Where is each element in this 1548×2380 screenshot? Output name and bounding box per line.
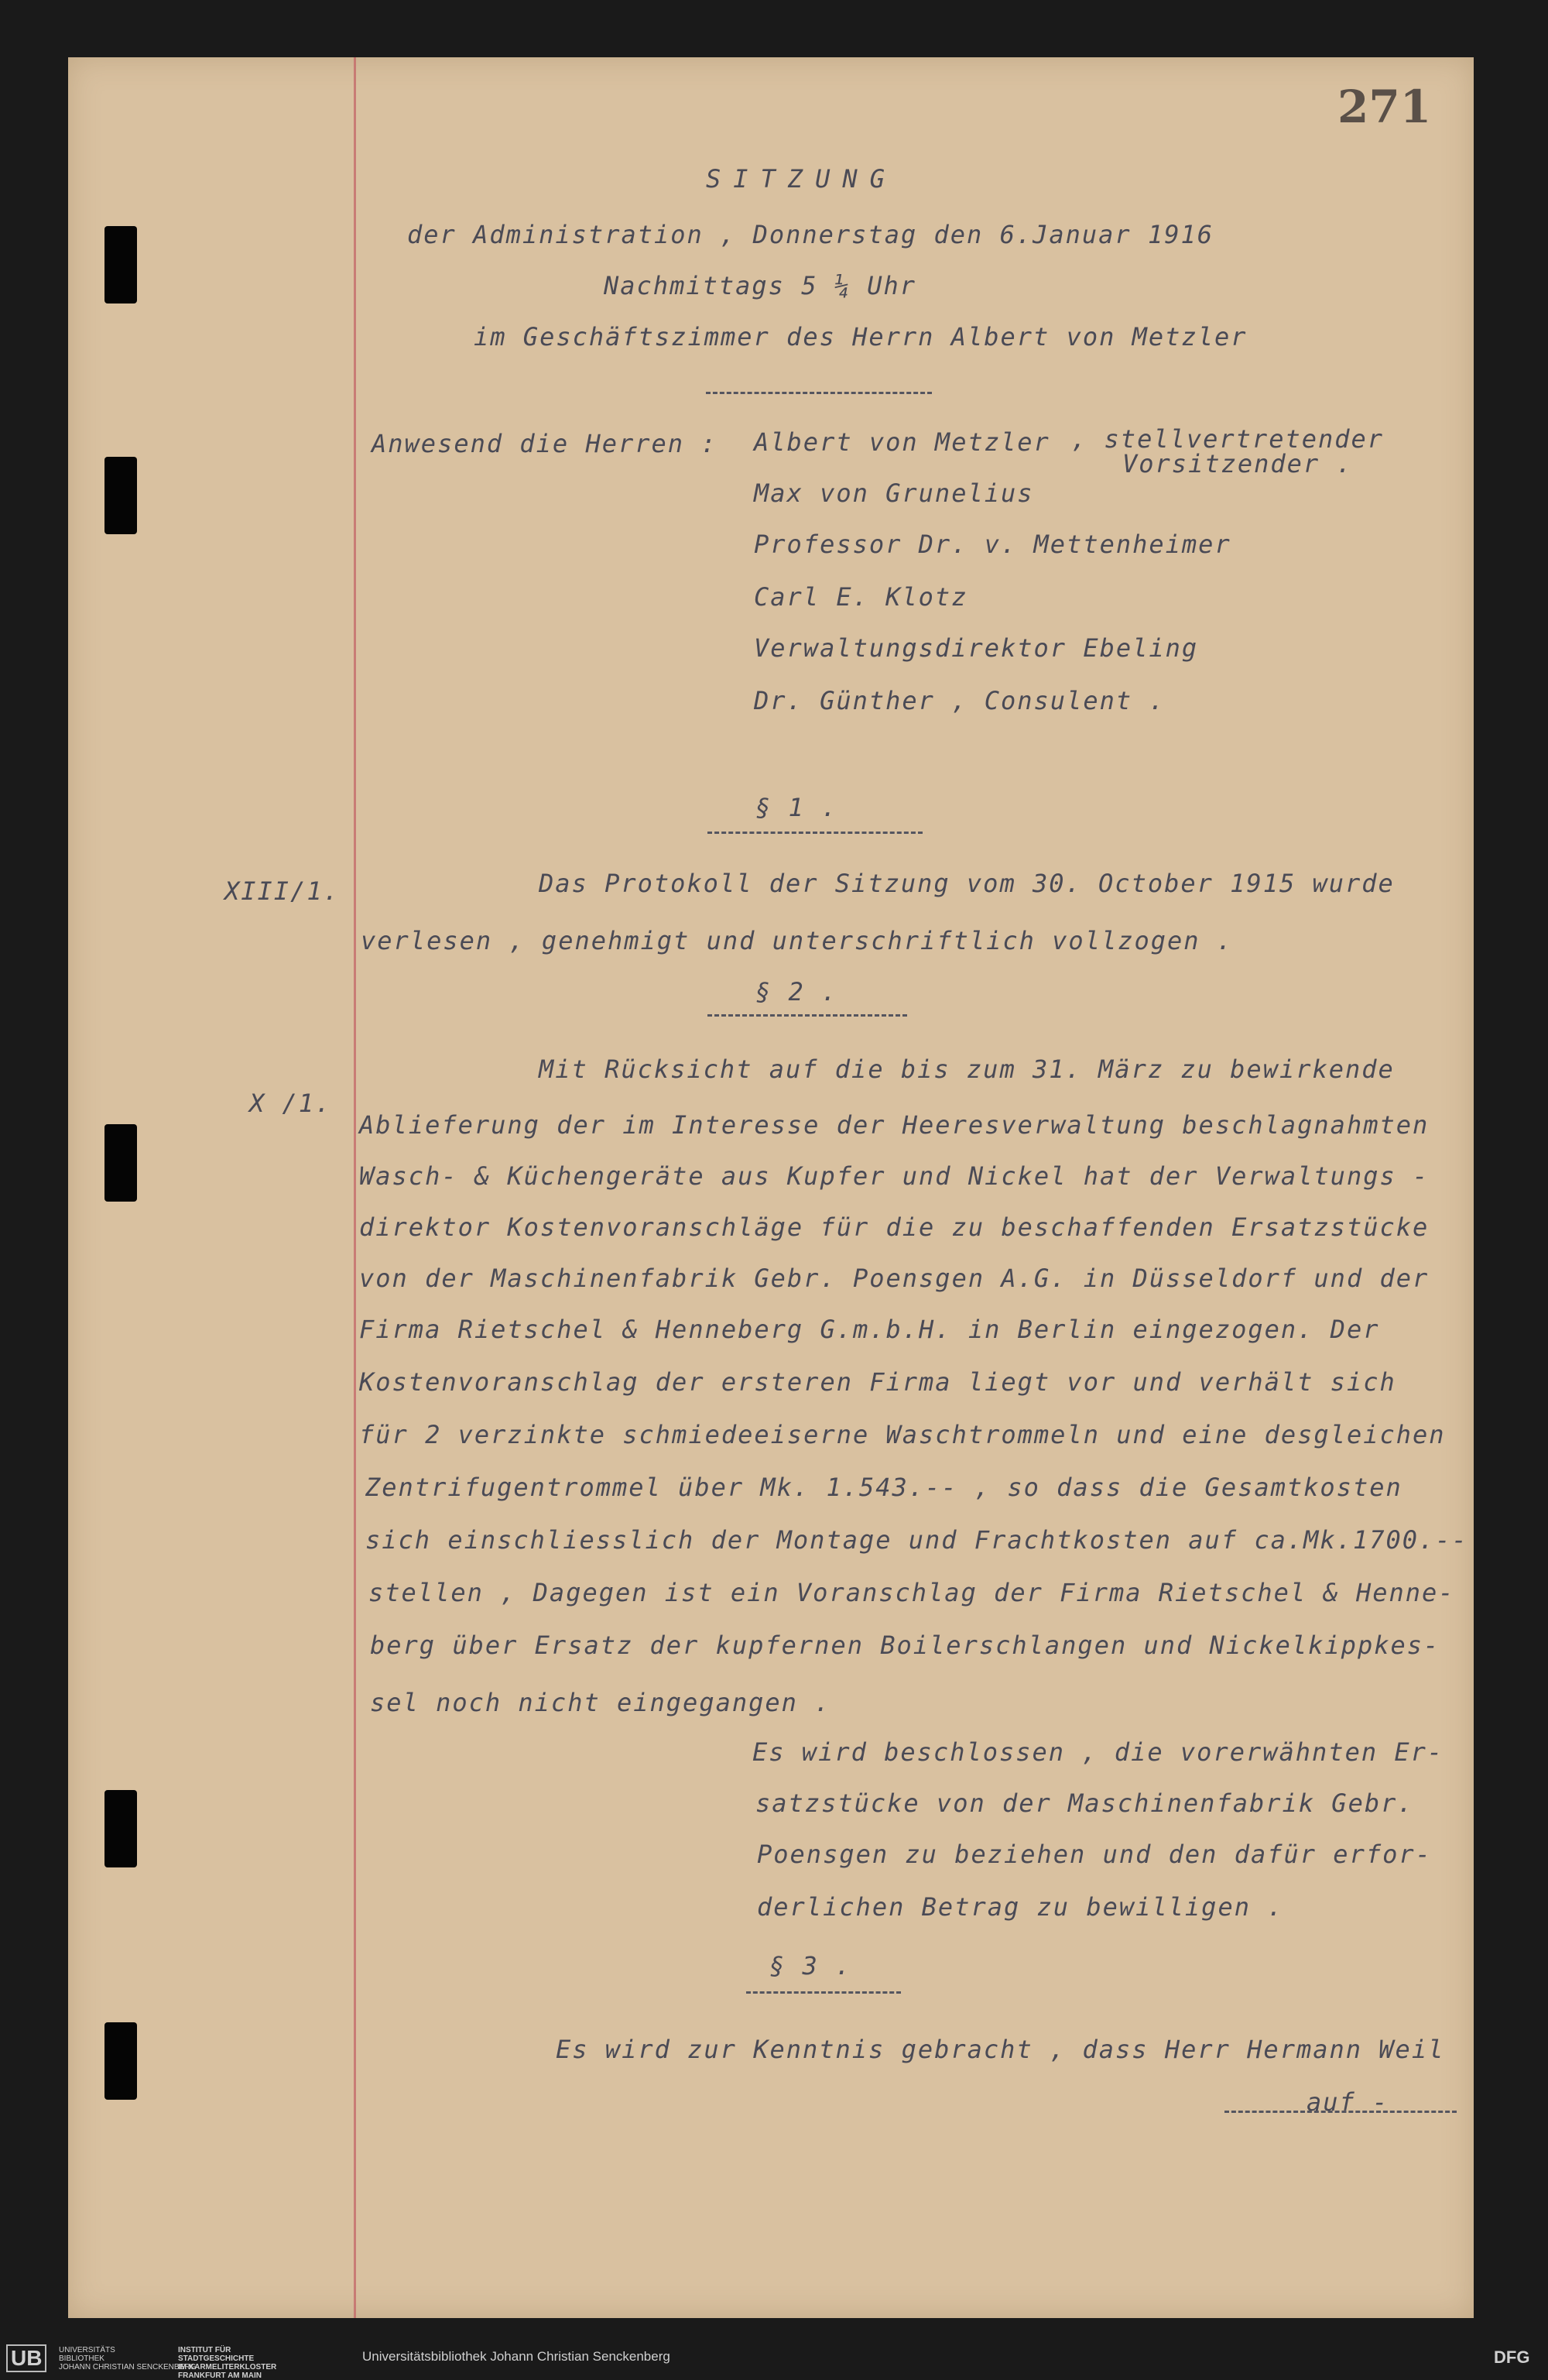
member-5: Verwaltungsdirektor Ebeling: [754, 633, 1199, 663]
section-heading: § 1 .: [755, 793, 838, 822]
member-1: Albert von Metzler: [754, 427, 1050, 457]
punch-hole: [104, 2022, 137, 2100]
punch-hole: [104, 1790, 137, 1867]
body-line: von der Maschinenfabrik Gebr. Poensgen A.G. in Düsseldorf und der: [359, 1264, 1430, 1293]
divider: [746, 1991, 901, 1994]
footer-bar: [0, 2337, 1548, 2380]
body-line: Ablieferung der im Interesse der Heeresverwaltung beschlagnahmten: [359, 1110, 1430, 1140]
resolution-line: Es wird beschlossen , die vorerwähnten Er-: [752, 1737, 1444, 1767]
body-line: Es wird zur Kenntnis gebracht , dass Herr Hermann Weil: [556, 2035, 1445, 2064]
body-line: Das Protokoll der Sitzung vom 30. October 1915 wurde: [539, 869, 1395, 898]
institute-logo-text: INSTITUT FÜR STADTGESCHICHTE IM KARMELITERKLOSTER FRANKFURT AM MAIN: [178, 2346, 277, 2380]
header-line-3: im Geschäftszimmer des Herrn Albert von Metzler: [474, 322, 1248, 352]
body-line: Mit Rücksicht auf die bis zum 31. März zu bewirkende: [539, 1055, 1395, 1084]
body-line: Firma Rietschel & Henneberg G.m.b.H. in Berlin eingezogen. Der: [359, 1315, 1380, 1344]
body-line: sich einschliesslich der Montage und Frachtkosten auf ca.Mk.1700.--: [365, 1525, 1468, 1555]
dfg-logo: DFG: [1494, 2347, 1530, 2367]
header-line-1: der Administration , Donnerstag den 6.Januar 1916: [407, 220, 1214, 249]
member-4: Carl E. Klotz: [754, 582, 968, 612]
body-line: direktor Kostenvoranschläge für die zu beschaffenden Ersatzstücke: [359, 1212, 1430, 1242]
member-2: Max von Grunelius: [754, 478, 1034, 508]
body-line: stellen , Dagegen ist ein Voranschlag der Firma Rietschel & Henne-: [368, 1578, 1455, 1607]
margin-reference: X /1.: [249, 1089, 332, 1118]
ub-logo-text: UNIVERSITÄTS BIBLIOTHEK JOHANN CHRISTIAN SENCKENBERG: [59, 2346, 197, 2371]
divider: [1224, 2111, 1457, 2113]
library-credit: Universitätsbibliothek Johann Christian Senckenberg: [362, 2349, 670, 2364]
ub-logo: UB: [6, 2344, 46, 2372]
catchword: auf -: [1307, 2087, 1389, 2117]
body-line: sel noch nicht eingegangen .: [370, 1688, 831, 1717]
resolution-line: Poensgen zu beziehen und den dafür erfor-: [757, 1840, 1432, 1869]
section-heading: § 3 .: [769, 1951, 852, 1980]
divider: [707, 1014, 907, 1017]
divider: [707, 832, 923, 834]
punch-hole: [104, 1124, 137, 1202]
member-role-1: , stellvertretender: [1071, 424, 1385, 454]
body-line: für 2 verzinkte schmiedeeiserne Waschtrommeln und eine desgleichen: [359, 1420, 1446, 1449]
attendance-label: Anwesend die Herren :: [372, 429, 717, 458]
member-role-2: Vorsitzender .: [1122, 449, 1353, 478]
header-line-2: Nachmittags 5 ¼ Uhr: [604, 271, 917, 300]
margin-line: [354, 57, 356, 2318]
margin-reference: XIII/1.: [224, 876, 340, 906]
body-line: Kostenvoranschlag der ersteren Firma liegt vor und verhält sich: [359, 1367, 1396, 1397]
punch-hole: [104, 226, 137, 304]
body-line: Zentrifugentrommel über Mk. 1.543.-- , so dass die Gesamtkosten: [365, 1473, 1402, 1502]
body-line: berg über Ersatz der kupfernen Boilerschlangen und Nickelkippkes-: [370, 1631, 1440, 1660]
member-6: Dr. Günther , Consulent .: [754, 686, 1166, 715]
page-number: 271: [1337, 81, 1432, 133]
resolution-line: derlichen Betrag zu bewilligen .: [757, 1892, 1284, 1922]
punch-hole: [104, 457, 137, 534]
resolution-line: satzstücke von der Maschinenfabrik Gebr.: [755, 1788, 1414, 1818]
body-line: Wasch- & Küchengeräte aus Kupfer und Nickel hat der Verwaltungs -: [359, 1161, 1430, 1191]
divider: [706, 392, 932, 394]
session-title: SITZUNG: [706, 164, 897, 194]
member-3: Professor Dr. v. Mettenheimer: [754, 530, 1231, 559]
body-line: verlesen , genehmigt und unterschriftlich vollzogen .: [361, 926, 1234, 955]
section-heading: § 2 .: [755, 977, 838, 1007]
